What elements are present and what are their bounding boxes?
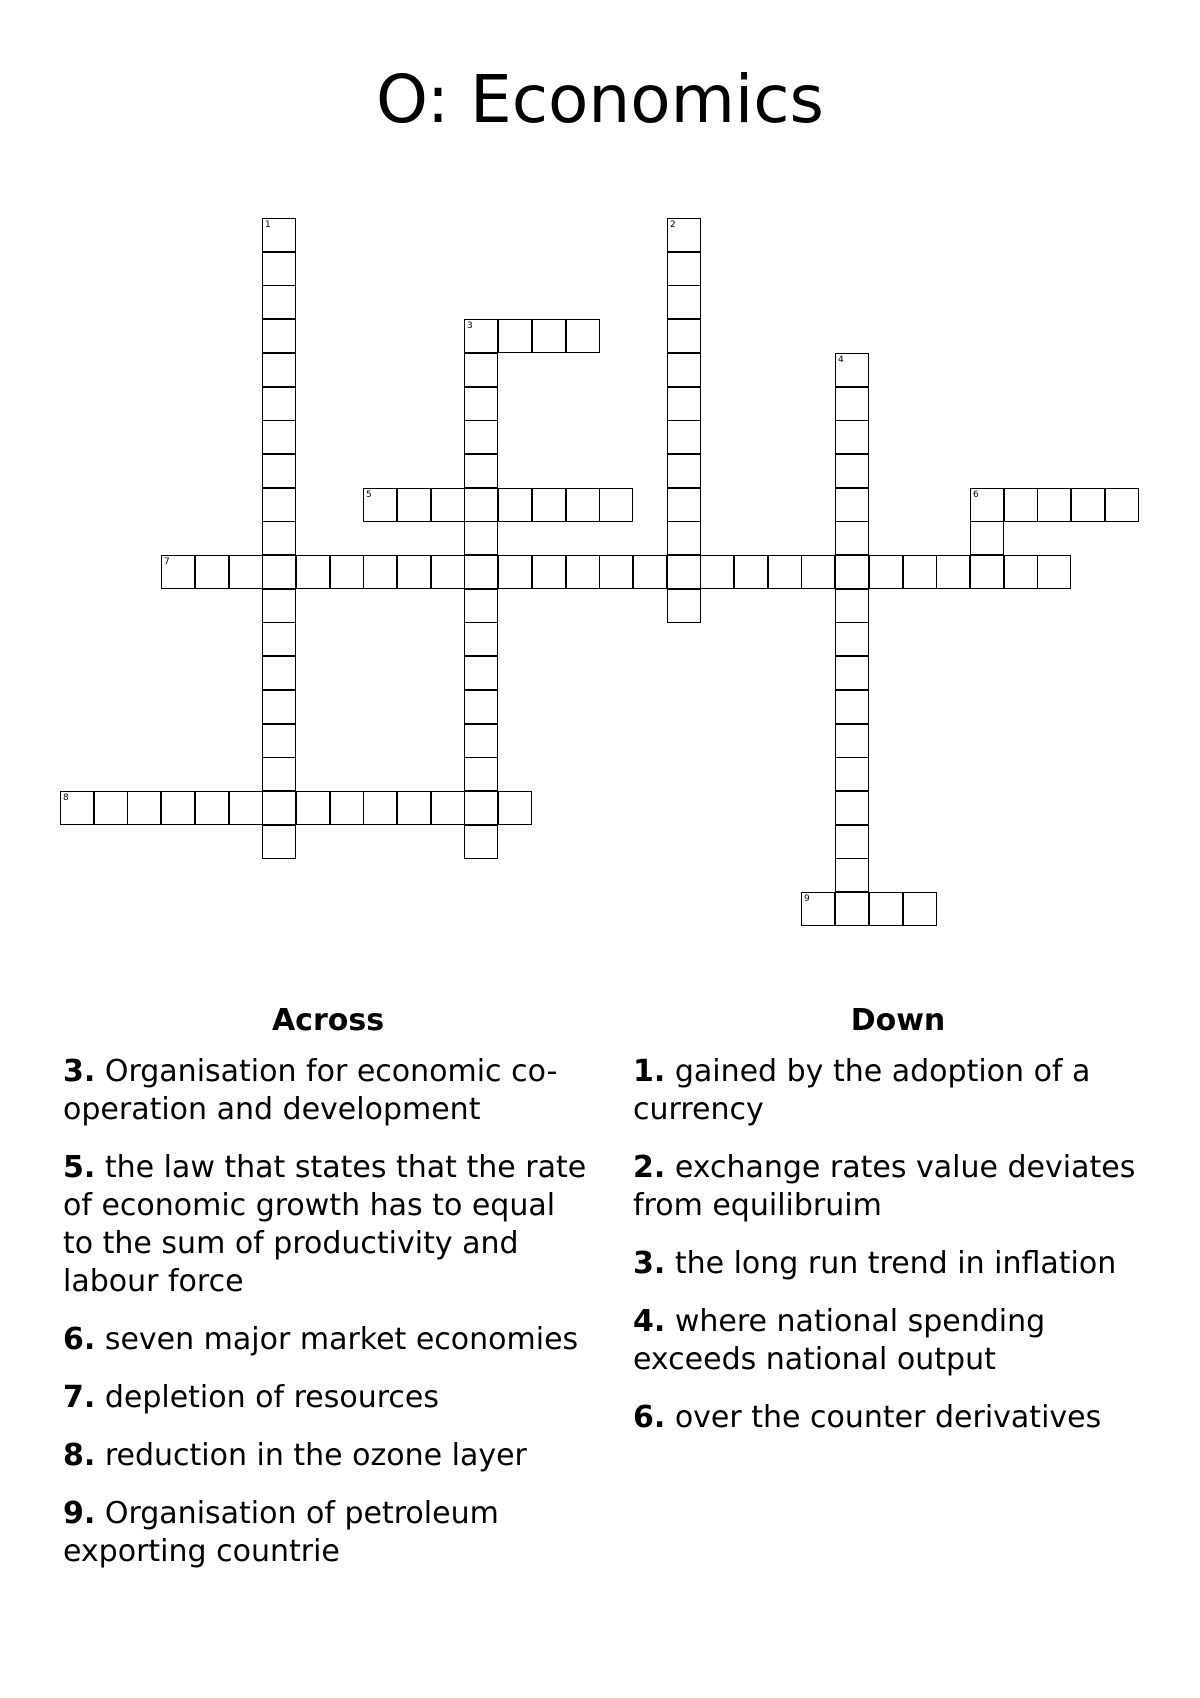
cell-number: 6 (973, 490, 979, 500)
grid-cell[interactable] (869, 555, 903, 589)
grid-cell[interactable] (869, 892, 903, 926)
grid-cell[interactable] (431, 555, 465, 589)
clue-item (63, 1495, 593, 1571)
grid-cell[interactable] (464, 757, 498, 791)
grid-cell[interactable] (599, 488, 633, 522)
grid-cell[interactable] (262, 622, 296, 656)
grid-cell[interactable] (1037, 488, 1071, 522)
cell-number: 1 (265, 220, 271, 230)
clue-text: depletion of resources (104, 1380, 440, 1415)
grid-cell[interactable] (262, 521, 296, 555)
grid-cell[interactable] (532, 319, 566, 353)
grid-cell[interactable] (667, 252, 701, 286)
grid-cell[interactable] (835, 454, 869, 488)
grid-cell[interactable] (801, 555, 835, 589)
grid-cell[interactable] (667, 454, 701, 488)
grid-cell[interactable] (1105, 488, 1139, 522)
clue-item (633, 1245, 1163, 1283)
grid-cell[interactable] (498, 791, 532, 825)
clue-number: 3. (63, 1054, 96, 1089)
grid-cell[interactable] (464, 319, 498, 353)
cell-number: 3 (467, 321, 473, 331)
across-heading: Across (271, 1003, 385, 1038)
grid-cell[interactable] (262, 791, 296, 825)
grid-cell[interactable] (970, 555, 1004, 589)
clue-item (63, 1053, 593, 1129)
grid-cell[interactable] (262, 285, 296, 319)
grid-cell[interactable] (262, 252, 296, 286)
page-title: O: Economics (376, 61, 824, 138)
grid-cell[interactable] (464, 622, 498, 656)
clue-item (63, 1437, 593, 1475)
grid-cell[interactable] (970, 521, 1004, 555)
grid-cell[interactable] (464, 387, 498, 421)
grid-cell[interactable] (667, 521, 701, 555)
clue-number: 1. (633, 1054, 666, 1089)
grid-cell[interactable] (296, 791, 330, 825)
grid-cell[interactable] (667, 420, 701, 454)
clue-text: Organisation of petroleum exporting countrie (63, 1496, 499, 1569)
grid-cell[interactable] (667, 555, 701, 589)
grid-cell[interactable] (835, 892, 869, 926)
clue-number: 2. (633, 1150, 666, 1185)
grid-cell[interactable] (464, 420, 498, 454)
grid-cell[interactable] (262, 724, 296, 758)
grid-cell[interactable] (835, 690, 869, 724)
grid-cell[interactable] (835, 791, 869, 825)
grid-cell[interactable] (734, 555, 768, 589)
clue-text: Organisation for economic co-operation and development (63, 1054, 558, 1127)
grid-cell[interactable] (464, 555, 498, 589)
clue-item (63, 1379, 593, 1417)
grid-cell[interactable] (296, 555, 330, 589)
clue-number: 9. (63, 1496, 96, 1531)
grid-cell[interactable] (127, 791, 161, 825)
grid-cell[interactable] (835, 420, 869, 454)
clue-item (633, 1149, 1163, 1225)
grid-cell[interactable] (229, 791, 263, 825)
grid-cell[interactable] (262, 353, 296, 387)
grid-cell[interactable] (161, 791, 195, 825)
clue-text: reduction in the ozone layer (104, 1438, 527, 1473)
grid-cell[interactable] (60, 791, 94, 825)
grid-cell[interactable] (262, 757, 296, 791)
grid-cell[interactable] (464, 353, 498, 387)
grid-cell[interactable] (431, 488, 465, 522)
grid-cell[interactable] (262, 555, 296, 589)
grid-cell[interactable] (801, 892, 835, 926)
clue-number: 3. (633, 1246, 666, 1281)
clue-text: the long run trend in inflation (674, 1246, 1117, 1281)
grid-cell[interactable] (262, 488, 296, 522)
grid-cell[interactable] (229, 555, 263, 589)
grid-cell[interactable] (262, 454, 296, 488)
grid-cell[interactable] (566, 319, 600, 353)
grid-cell[interactable] (633, 555, 667, 589)
cell-number: 7 (164, 557, 170, 567)
cell-number: 4 (838, 355, 844, 365)
grid-cell[interactable] (431, 791, 465, 825)
down-clues (633, 1003, 1163, 1457)
grid-cell[interactable] (262, 420, 296, 454)
grid-cell[interactable] (498, 488, 532, 522)
clue-number: 7. (63, 1380, 96, 1415)
clue-text: exchange rates value deviates from equilibruim (633, 1150, 1136, 1223)
cell-number: 9 (804, 894, 810, 904)
grid-cell[interactable] (667, 218, 701, 252)
grid-cell[interactable] (768, 555, 802, 589)
grid-cell[interactable] (835, 521, 869, 555)
across-clues (63, 1003, 593, 1591)
grid-cell[interactable] (835, 353, 869, 387)
clue-text: the law that states that the rate of economic growth has to equal to the sum of productivity and labour force (63, 1150, 587, 1299)
grid-cell[interactable] (363, 555, 397, 589)
grid-cell[interactable] (1037, 555, 1071, 589)
cell-number: 2 (670, 220, 676, 230)
down-clue-list (633, 1053, 1163, 1437)
down-heading: Down (850, 1003, 946, 1038)
grid-cell[interactable] (262, 825, 296, 859)
grid-cell[interactable] (464, 521, 498, 555)
grid-cell[interactable] (667, 285, 701, 319)
grid-cell[interactable] (835, 387, 869, 421)
grid-cell[interactable] (498, 555, 532, 589)
grid-cell[interactable] (667, 319, 701, 353)
grid-cell[interactable] (262, 690, 296, 724)
grid-cell[interactable] (835, 656, 869, 690)
grid-cell[interactable] (903, 555, 937, 589)
grid-cell[interactable] (667, 353, 701, 387)
grid-cell[interactable] (363, 791, 397, 825)
grid-cell[interactable] (1004, 488, 1038, 522)
grid-cell[interactable] (94, 791, 128, 825)
grid-cell[interactable] (262, 319, 296, 353)
grid-cell[interactable] (835, 724, 869, 758)
grid-cell[interactable] (464, 724, 498, 758)
grid-cell[interactable] (835, 555, 869, 589)
grid-cell[interactable] (667, 387, 701, 421)
clue-number: 8. (63, 1438, 96, 1473)
grid-cell[interactable] (397, 791, 431, 825)
grid-cell[interactable] (464, 589, 498, 623)
grid-cell[interactable] (195, 555, 229, 589)
clue-item (63, 1149, 593, 1301)
clue-text: over the counter derivatives (674, 1400, 1102, 1435)
grid-cell[interactable] (464, 825, 498, 859)
grid-cell[interactable] (1071, 488, 1105, 522)
clue-number: 5. (63, 1150, 96, 1185)
clue-item (633, 1053, 1163, 1129)
cell-number: 8 (63, 793, 69, 803)
grid-cell[interactable] (936, 555, 970, 589)
grid-cell[interactable] (397, 555, 431, 589)
clue-number: 6. (633, 1400, 666, 1435)
clue-number: 6. (63, 1322, 96, 1357)
grid-cell[interactable] (903, 892, 937, 926)
grid-cell[interactable] (566, 488, 600, 522)
grid-cell[interactable] (464, 690, 498, 724)
grid-cell[interactable] (700, 555, 734, 589)
clue-item (633, 1303, 1163, 1379)
clue-item (63, 1321, 593, 1359)
grid-cell[interactable] (262, 387, 296, 421)
grid-cell[interactable] (599, 555, 633, 589)
grid-cell[interactable] (532, 488, 566, 522)
grid-cell[interactable] (464, 656, 498, 690)
grid-cell[interactable] (667, 589, 701, 623)
grid-cell[interactable] (464, 454, 498, 488)
grid-cell[interactable] (262, 589, 296, 623)
grid-cell[interactable] (566, 555, 600, 589)
grid-cell[interactable] (161, 555, 195, 589)
grid-cell[interactable] (464, 488, 498, 522)
grid-cell[interactable] (835, 858, 869, 892)
grid-cell[interactable] (970, 488, 1004, 522)
clue-item (633, 1399, 1163, 1437)
grid-cell[interactable] (532, 555, 566, 589)
grid-cell[interactable] (262, 656, 296, 690)
grid-cell[interactable] (835, 488, 869, 522)
grid-cell[interactable] (397, 488, 431, 522)
grid-cell[interactable] (835, 622, 869, 656)
grid-cell[interactable] (498, 319, 532, 353)
grid-cell[interactable] (330, 791, 364, 825)
grid-cell[interactable] (835, 757, 869, 791)
clue-text: gained by the adoption of a currency (633, 1054, 1091, 1127)
clue-number: 4. (633, 1304, 666, 1339)
grid-cell[interactable] (330, 555, 364, 589)
clue-text: seven major market economies (104, 1322, 579, 1357)
grid-cell[interactable] (262, 218, 296, 252)
grid-cell[interactable] (667, 488, 701, 522)
clue-text: where national spending exceeds national output (633, 1304, 1046, 1377)
grid-cell[interactable] (835, 825, 869, 859)
grid-cell[interactable] (363, 488, 397, 522)
grid-cell[interactable] (464, 791, 498, 825)
grid-cell[interactable] (195, 791, 229, 825)
across-clue-list (63, 1053, 593, 1571)
grid-cell[interactable] (1004, 555, 1038, 589)
grid-cell[interactable] (835, 589, 869, 623)
cell-number: 5 (366, 490, 372, 500)
